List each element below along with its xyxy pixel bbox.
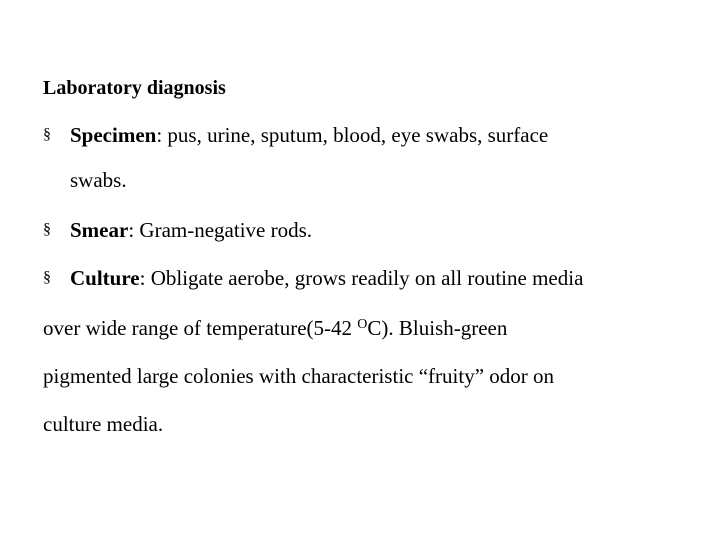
culture-line-1 — [70, 264, 583, 292]
culture-line-4: culture media. — [43, 412, 164, 436]
slide-title: Laboratory diagnosis — [43, 77, 226, 99]
specimen-line-2: swabs. — [70, 168, 127, 192]
culture-line-2-before: over wide range of temperature(5-42 — [43, 316, 358, 340]
culture-line-2-after: C). Bluish-green — [367, 316, 508, 340]
specimen-text: : pus, urine, sputum, blood, eye swabs, surface — [156, 123, 549, 147]
bullet-marker: § — [43, 269, 51, 286]
culture-text: : Obligate aerobe, grows readily on all routine media — [139, 266, 584, 290]
culture-line-3: pigmented large colonies with characteristic “fruity” odor on — [43, 364, 555, 388]
smear-line-1 — [70, 216, 312, 244]
specimen-line-1 — [70, 121, 548, 149]
culture-label: Culture — [70, 266, 140, 290]
specimen-label: Specimen — [70, 123, 157, 147]
bullet-marker: § — [43, 126, 51, 143]
bullet-marker: § — [43, 221, 51, 238]
smear-text: : Gram-negative rods. — [128, 218, 313, 242]
smear-label: Smear — [70, 218, 129, 242]
culture-line-2 — [43, 314, 507, 342]
degree-symbol: O — [357, 317, 368, 332]
